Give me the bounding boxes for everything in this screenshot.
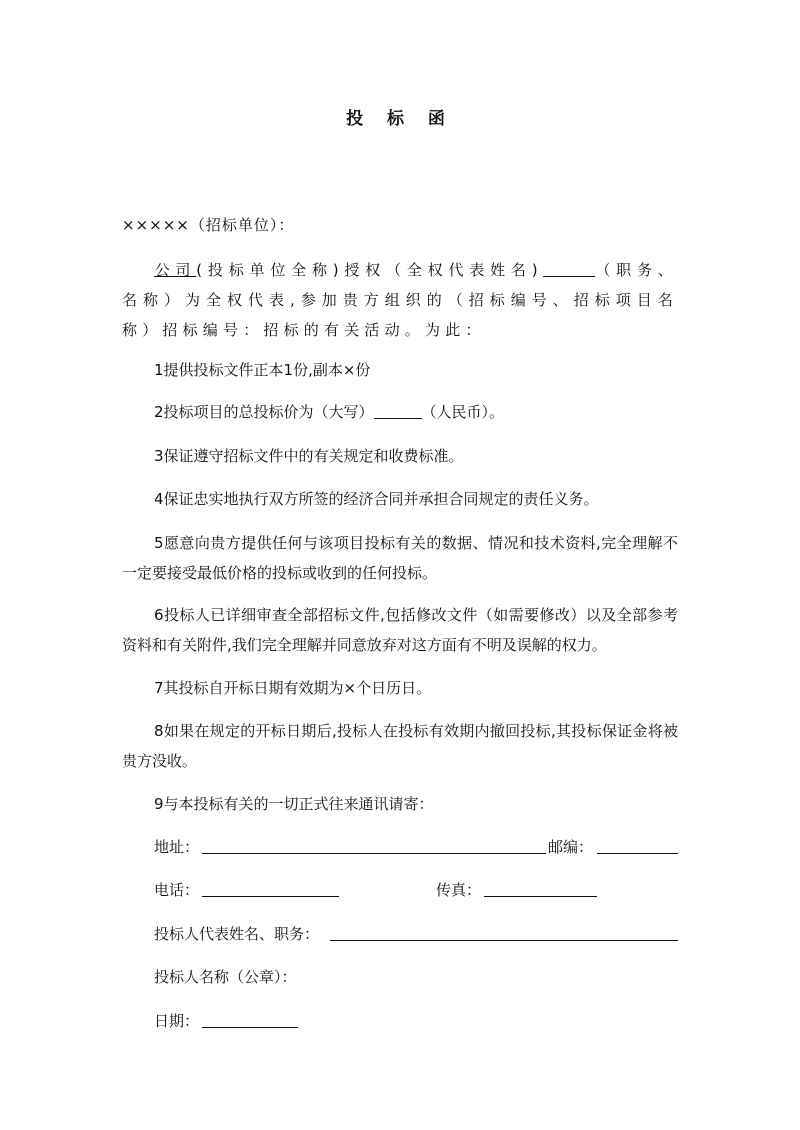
- item-6: [122, 600, 678, 660]
- item-7: [122, 673, 678, 703]
- item-2: [122, 397, 678, 427]
- item-1-text: 1提供投标文件正本1份,副本×份: [154, 361, 371, 379]
- item-6-text: 6投标人已详细审查全部招标文件,包括修改文件（如需要修改）以及全部参考资料和有关附件,我们完全理解并同意放弃对这方面有不明及误解的权力。: [122, 606, 678, 654]
- salutation: ×××××（招标单位）：: [122, 216, 295, 234]
- item-2-text-b: （人民币）。: [421, 403, 505, 421]
- rep-field-line[interactable]: [330, 940, 678, 941]
- address-field-line[interactable]: [202, 853, 546, 854]
- item-3-text: 3保证遵守招标文件中的有关规定和收费标准。: [154, 447, 464, 465]
- intro-company: 公司: [154, 261, 197, 279]
- item-9: [122, 789, 678, 819]
- item-8: [122, 716, 678, 776]
- item-5: [122, 528, 678, 588]
- item-2-text-a: 2投标项目的总投标价为（大写）: [154, 403, 374, 421]
- item-7-text: 7其投标自开标日期有效期为×个日历日。: [154, 679, 432, 697]
- phone-label: 电话：: [154, 881, 200, 899]
- fax-label: 传真：: [436, 881, 482, 899]
- intro-part1: (投标单位全称)授权（全权代表姓名): [196, 261, 543, 279]
- address-label: 地址：: [154, 838, 200, 856]
- rep-label: 投标人代表姓名、职务：: [154, 925, 320, 943]
- bidder-name-label: 投标人名称（公章）：: [154, 968, 297, 986]
- fax-field-line[interactable]: [484, 896, 597, 897]
- date-label: 日期：: [154, 1012, 200, 1030]
- rep-name-blank: [543, 260, 595, 277]
- document-title: 投 标 函: [346, 109, 454, 129]
- item-4-text: 4保证忠实地执行双方所签的经济合同并承担合同规定的责任义务。: [154, 490, 599, 508]
- item-4: [122, 484, 678, 514]
- phone-field-line[interactable]: [202, 896, 339, 897]
- total-price-blank: [374, 402, 422, 419]
- item-9-text: 9与本投标有关的一切正式往来通讯请寄：: [154, 795, 434, 813]
- postcode-label: 邮编：: [548, 838, 594, 856]
- postcode-field-line[interactable]: [597, 853, 678, 854]
- intro-part2: （职务、名称）为全权代表,参加贵方组织的（招标编号、招标项目名称）招标编号：招标的有关活动。为此：: [122, 261, 678, 339]
- item-8-text: 8如果在规定的开标日期后,投标人在投标有效期内撤回投标,其投标保证金将被贵方没收。: [122, 722, 678, 770]
- item-1: [122, 355, 678, 385]
- item-5-text: 5愿意向贵方提供任何与该项目投标有关的数据、情况和技术资料,完全理解不一定要接受最低价格的投标或收到的任何投标。: [122, 534, 678, 582]
- intro-paragraph: [122, 255, 678, 345]
- date-field-line[interactable]: [202, 1027, 298, 1028]
- item-3: [122, 441, 678, 471]
